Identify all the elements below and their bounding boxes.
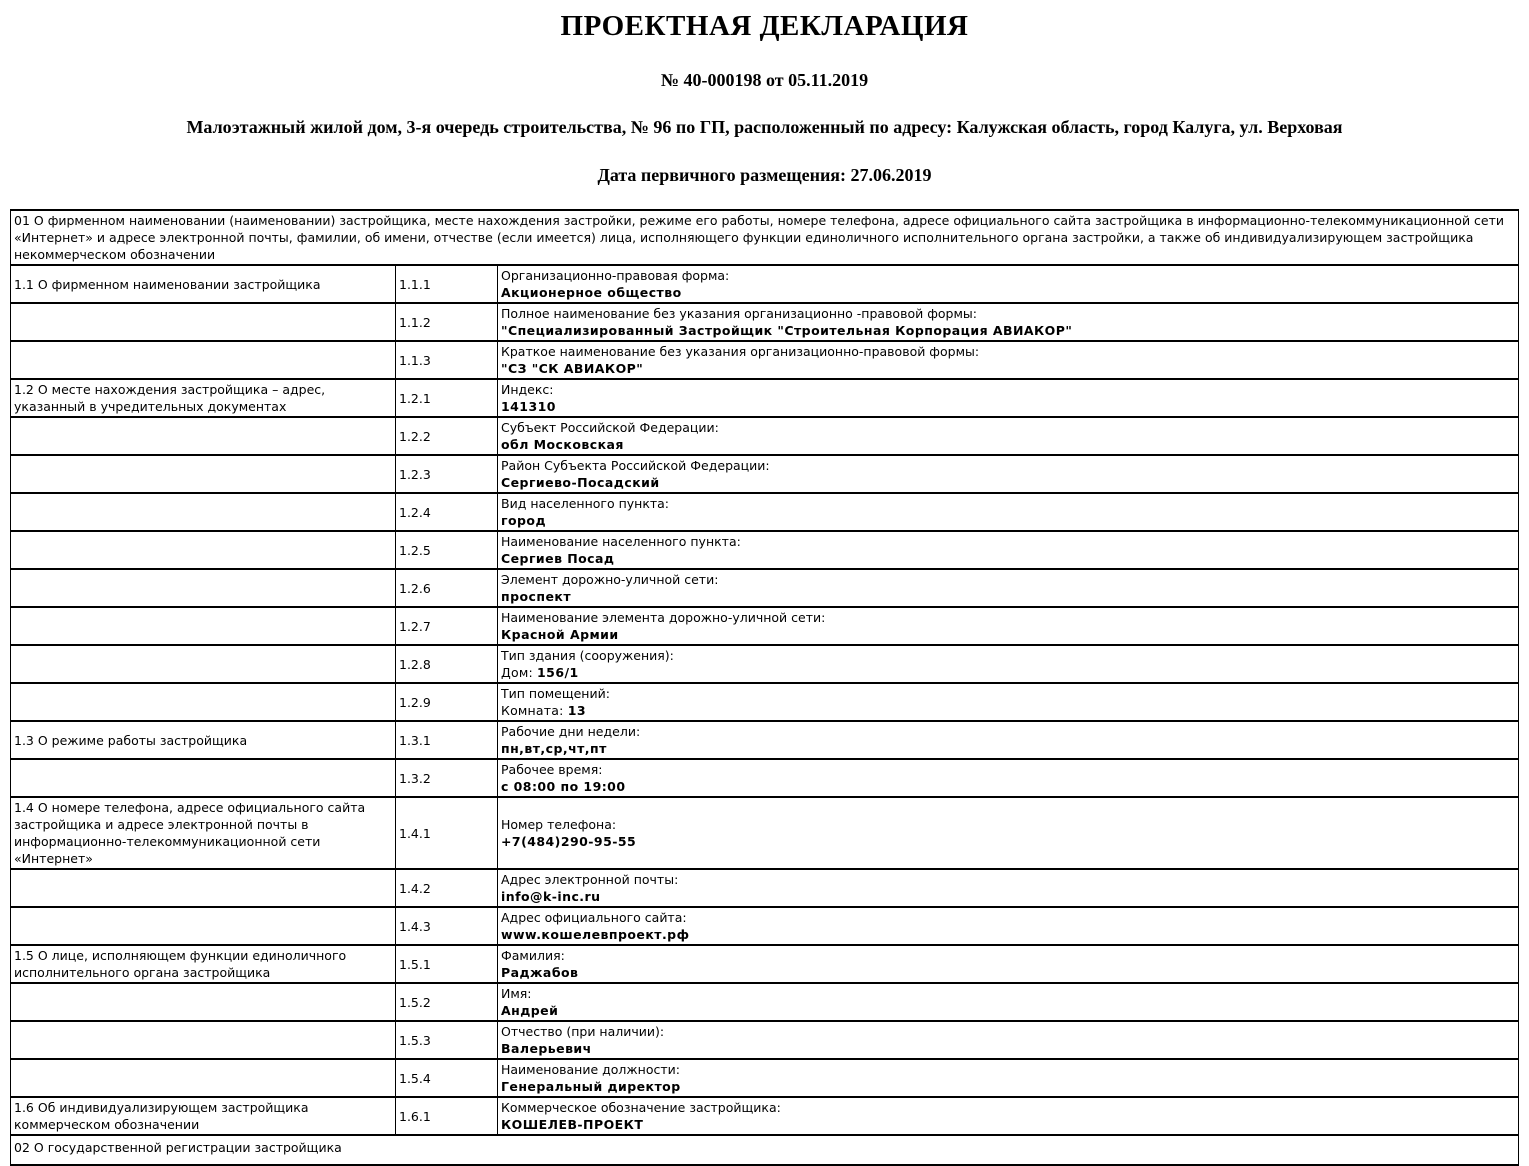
table-row [11,493,1519,531]
page-title: ПРОЕКТНАЯ ДЕКЛАРАЦИЯ [560,10,969,42]
item-number-cell: 1.5.3 [396,1021,498,1059]
field-value [501,888,1514,905]
table-row [11,1097,1519,1135]
value-cell [498,531,1519,569]
section-header-row [11,1135,1519,1165]
field-value-text: 156/1 [537,665,579,680]
field-label: Вид населенного пункта: [501,496,670,511]
value-cell [498,721,1519,759]
field-value [501,474,1514,491]
item-number-cell: 1.4.2 [396,869,498,907]
item-number-cell: 1.2.1 [396,379,498,417]
field-value-text: www.кошелевпроект.рф [501,927,690,942]
item-number-cell: 1.6.1 [396,1097,498,1135]
field-value-text: +7(484)290-95-55 [501,834,637,849]
topic-cell [11,907,396,945]
section-header-cell: 01 О фирменном наименовании (наименовании) застройщика, месте нахождения застройки, режиме его работы, номере телефона, адресе официального сайта застройщика в информационно-телекоммуникационной сети «Интернет» и адресе электронной почты, фамилии, об имени, отчестве (если имеется) лица, исполняющего функции единоличного исполнительного органа застройки, а также об индивидуализирующем застройщика некоммерческом обозначении [11,210,1519,265]
field-value-text: Раджабов [501,965,579,980]
topic-cell [11,417,396,455]
field-value-text: Красной Армии [501,627,619,642]
field-value [501,964,1514,981]
topic-cell [11,569,396,607]
field-value [501,778,1514,795]
field-value [501,1116,1514,1133]
field-label: Фамилия: [501,948,565,963]
item-number-cell: 1.2.2 [396,417,498,455]
field-value [501,702,1514,719]
field-label: Тип помещений: [501,686,610,701]
item-number-cell: 1.2.4 [396,493,498,531]
field-value-text: КОШЕЛЕВ-ПРОЕКТ [501,1117,644,1132]
field-label: Наименование населенного пункта: [501,534,741,549]
item-number-cell: 1.3.1 [396,721,498,759]
field-label: Индекс: [501,382,554,397]
table-row [11,417,1519,455]
topic-cell [11,493,396,531]
item-number-cell: 1.5.4 [396,1059,498,1097]
item-number-cell: 1.5.1 [396,945,498,983]
field-value-text: Генеральный директор [501,1079,681,1094]
value-cell [498,797,1519,869]
table-row [11,379,1519,417]
field-value-text: info@k-inc.ru [501,889,601,904]
field-label: Организационно-правовая форма: [501,268,730,283]
first-placement-date: Дата первичного размещения: 27.06.2019 [597,165,932,185]
table-row [11,303,1519,341]
table-row [11,265,1519,303]
field-value-text: 13 [567,703,587,718]
field-label: Краткое наименование без указания организационно-правовой формы: [501,344,980,359]
value-cell [498,1021,1519,1059]
table-row [11,983,1519,1021]
field-value-text: Сергиев Посад [501,551,615,566]
value-cell [498,983,1519,1021]
item-number-cell: 1.4.3 [396,907,498,945]
field-value-text: "СЗ "СК АВИАКОР" [501,361,644,376]
field-label: Адрес электронной почты: [501,872,679,887]
field-value [501,512,1514,529]
value-cell [498,341,1519,379]
table-row [11,721,1519,759]
declaration-table-body [11,210,1519,1165]
table-row [11,455,1519,493]
topic-cell [11,869,396,907]
object-description: Малоэтажный жилой дом, 3-я очередь строительства, № 96 по ГП, расположенный по адресу: Калужская область, город Калуга, ул. Верховая [186,117,1343,137]
item-number-cell: 1.1.1 [396,265,498,303]
topic-cell: 1.4 О номере телефона, адресе официального сайта застройщика и адресе электронной почты в информационно-телекоммуникационной сети «Интернет» [11,797,396,869]
field-value [501,550,1514,567]
value-cell [498,1059,1519,1097]
field-label: Номер телефона: [501,817,617,832]
topic-cell [11,531,396,569]
value-cell [498,1097,1519,1135]
field-label: Отчество (при наличии): [501,1024,665,1039]
section-header-cell: 02 О государственной регистрации застройщика [11,1135,1519,1165]
topic-cell: 1.5 О лице, исполняющем функции единоличного исполнительного органа застройщика [11,945,396,983]
value-cell [498,569,1519,607]
topic-cell [11,759,396,797]
table-row [11,341,1519,379]
field-label: Полное наименование без указания организационно -правовой формы: [501,306,977,321]
topic-cell [11,645,396,683]
item-number-cell: 1.2.7 [396,607,498,645]
field-value-text: проспект [501,589,572,604]
item-number-cell: 1.1.2 [396,303,498,341]
document-header [0,0,1529,186]
field-value [501,322,1514,339]
value-cell [498,645,1519,683]
field-label: Коммерческое обозначение застройщика: [501,1100,781,1115]
field-value [501,398,1514,415]
field-value-prefix: Дом: [501,665,538,680]
item-number-cell: 1.2.5 [396,531,498,569]
topic-cell: 1.6 Об индивидуализирующем застройщика коммерческом обозначении [11,1097,396,1135]
field-label: Имя: [501,986,532,1001]
value-cell [498,379,1519,417]
item-number-cell: 1.5.2 [396,983,498,1021]
topic-cell [11,1059,396,1097]
field-label: Рабочие дни недели: [501,724,641,739]
field-label: Тип здания (сооружения): [501,648,674,663]
table-row [11,869,1519,907]
field-value [501,360,1514,377]
field-value-text: город [501,513,546,528]
table-row [11,569,1519,607]
topic-cell [11,683,396,721]
field-value [501,588,1514,605]
field-label: Адрес официального сайта: [501,910,687,925]
declaration-number: № 40-000198 от 05.11.2019 [660,70,869,90]
value-cell [498,417,1519,455]
declaration-table [10,209,1519,1166]
value-cell [498,265,1519,303]
topic-cell [11,341,396,379]
field-value [501,664,1514,681]
value-cell [498,455,1519,493]
table-row [11,607,1519,645]
field-label: Наименование должности: [501,1062,680,1077]
field-value-text: Валерьевич [501,1041,592,1056]
field-label: Рабочее время: [501,762,603,777]
field-value [501,833,1514,850]
table-row [11,907,1519,945]
table-row [11,1021,1519,1059]
item-number-cell: 1.2.3 [396,455,498,493]
topic-cell [11,303,396,341]
value-cell [498,907,1519,945]
section-header-row [11,210,1519,265]
field-value-prefix: Комната: [501,703,568,718]
field-value-text: "Специализированный Застройщик "Строительная Корпорация АВИАКОР" [501,323,1073,338]
table-row [11,945,1519,983]
field-value-text: с 08:00 по 19:00 [501,779,626,794]
field-value [501,740,1514,757]
field-value [501,436,1514,453]
item-number-cell: 1.1.3 [396,341,498,379]
topic-cell: 1.3 О режиме работы застройщика [11,721,396,759]
value-cell [498,607,1519,645]
topic-cell [11,1021,396,1059]
value-cell [498,759,1519,797]
field-value-text: Андрей [501,1003,559,1018]
value-cell [498,303,1519,341]
table-row [11,759,1519,797]
topic-cell [11,607,396,645]
item-number-cell: 1.2.8 [396,645,498,683]
field-value [501,1078,1514,1095]
item-number-cell: 1.4.1 [396,797,498,869]
value-cell [498,493,1519,531]
field-label: Район Субъекта Российской Федерации: [501,458,770,473]
field-value-text: обл Московская [501,437,624,452]
field-value-text: 141310 [501,399,556,414]
table-row [11,645,1519,683]
field-value-text: Сергиево-Посадский [501,475,660,490]
item-number-cell: 1.2.9 [396,683,498,721]
field-value-text: пн,вт,ср,чт,пт [501,741,607,756]
field-value [501,626,1514,643]
item-number-cell: 1.2.6 [396,569,498,607]
table-row [11,1059,1519,1097]
table-row [11,531,1519,569]
value-cell [498,869,1519,907]
field-value [501,1040,1514,1057]
field-value-text: Акционерное общество [501,285,682,300]
field-value [501,926,1514,943]
field-label: Наименование элемента дорожно-уличной сети: [501,610,826,625]
topic-cell [11,455,396,493]
value-cell [498,945,1519,983]
item-number-cell: 1.3.2 [396,759,498,797]
field-label: Субъект Российской Федерации: [501,420,719,435]
table-row [11,797,1519,869]
topic-cell: 1.1 О фирменном наименовании застройщика [11,265,396,303]
field-value [501,1002,1514,1019]
table-row [11,683,1519,721]
field-value [501,284,1514,301]
topic-cell [11,983,396,1021]
value-cell [498,683,1519,721]
topic-cell: 1.2 О месте нахождения застройщика – адрес, указанный в учредительных документах [11,379,396,417]
field-label: Элемент дорожно-уличной сети: [501,572,719,587]
